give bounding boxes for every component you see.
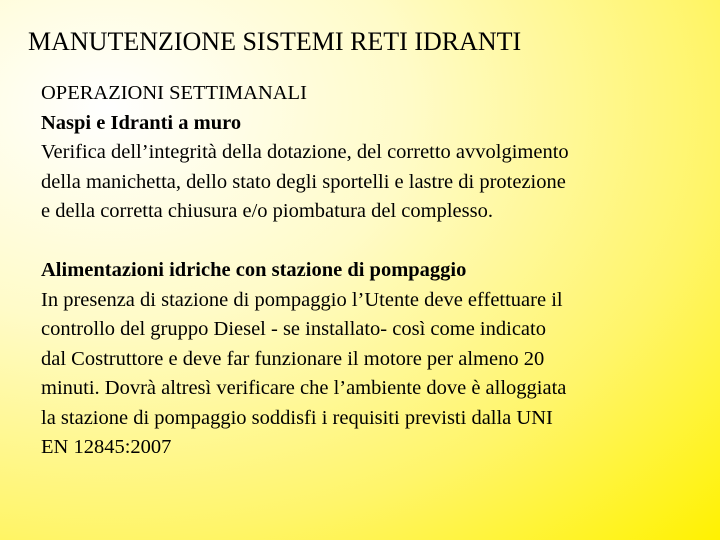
section-heading: OPERAZIONI SETTIMANALI — [41, 82, 307, 104]
block1-line: della manichetta, dello stato degli sportelli e lastre di protezione — [41, 170, 566, 193]
block2-line: minuti. Dovrà altresì verificare che l’ambiente dove è alloggiata — [41, 377, 567, 399]
paragraph-spacer — [41, 227, 681, 257]
block1-line: e della corretta chiusura e/o piombatura del complesso. — [41, 200, 493, 222]
block2-line: EN 12845:2007 — [41, 436, 172, 458]
block1-line: Verifica dell’integrità della dotazione, del corretto avvolgimento — [41, 141, 569, 163]
block2-line: la stazione di pompaggio soddisfi i requisiti previsti dalla UNI — [41, 406, 553, 429]
block2-heading: Alimentazioni idriche con stazione di pompaggio — [41, 259, 467, 281]
slide-title: MANUTENZIONE SISTEMI RETI IDRANTI — [28, 27, 522, 56]
block2-line: In presenza di stazione di pompaggio l’Utente deve effettuare il — [41, 288, 563, 311]
block2-line: controllo del gruppo Diesel - se installato- così come indicato — [41, 318, 546, 340]
block2-line: dal Costruttore e deve far funzionare il motore per almeno 20 — [41, 347, 545, 370]
block1-heading: Naspi e Idranti a muro — [41, 111, 242, 134]
slide-body — [41, 79, 681, 463]
